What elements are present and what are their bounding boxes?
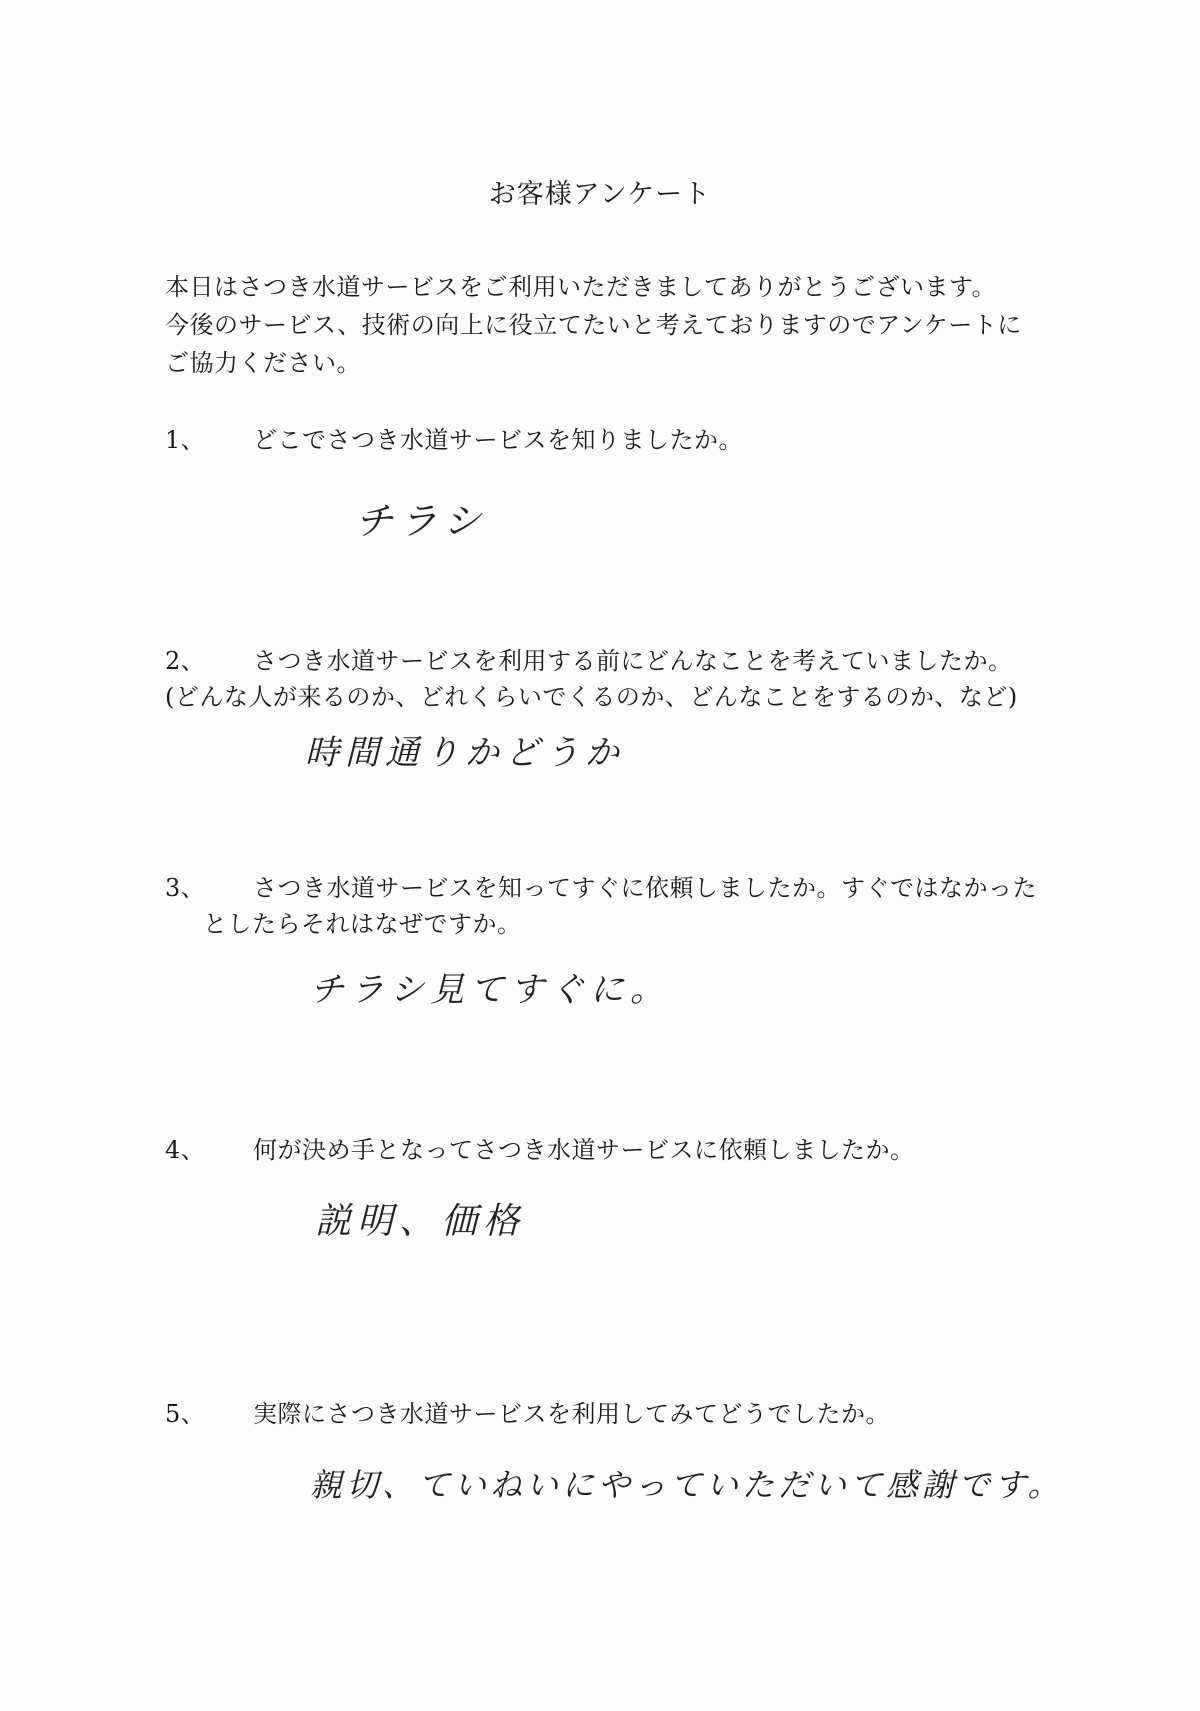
question-text-continued: としたらそれはなぜですか。: [203, 910, 522, 938]
question-subtext: (どんな人が来るのか、どれくらいでくるのか、どんなことをするのか、など): [165, 683, 1018, 711]
question-number: 4、: [165, 1136, 206, 1164]
question-2: [165, 643, 1065, 715]
question-number: 5、: [165, 1400, 206, 1428]
handwritten-answer-1: チラシ: [355, 499, 488, 543]
page-title: お客様アンケート: [488, 179, 712, 210]
question-number: 3、: [165, 874, 206, 902]
question-4: [165, 1132, 1065, 1168]
question-3: [165, 870, 1065, 942]
question-5: [165, 1396, 1065, 1432]
question-number: 2、: [165, 647, 206, 675]
intro-line: 本日はさつき水道サービスをご利用いただきましてありがとうございます。: [165, 273, 997, 301]
handwritten-answer-3: チラシ見てすぐに。: [310, 970, 670, 1010]
question-text: さつき水道サービスを利用する前にどんなことを考えていましたか。: [253, 647, 1013, 675]
intro-line: 今後のサービス、技術の向上に役立てたいと考えておりますのでアンケートに: [165, 311, 1022, 339]
question-text: 何が決め手となってさつき水道サービスに依頼しましたか。: [253, 1136, 915, 1164]
intro-line: ご協力ください。: [165, 349, 361, 377]
handwritten-answer-5: 親切、ていねいにやっていただいて感謝です。: [310, 1466, 1064, 1504]
handwritten-answer-4: 説明、価格: [315, 1201, 526, 1242]
question-text: さつき水道サービスを知ってすぐに依頼しましたか。すぐではなかった: [253, 874, 1037, 902]
question-text: 実際にさつき水道サービスを利用してみてどうでしたか。: [253, 1400, 890, 1428]
question-number: 1、: [165, 426, 206, 454]
handwritten-answer-2: 時間通りかどうか: [305, 733, 625, 773]
intro-text: [165, 268, 1065, 382]
question-text: どこでさつき水道サービスを知りましたか。: [253, 426, 743, 454]
question-1: [165, 422, 1065, 458]
